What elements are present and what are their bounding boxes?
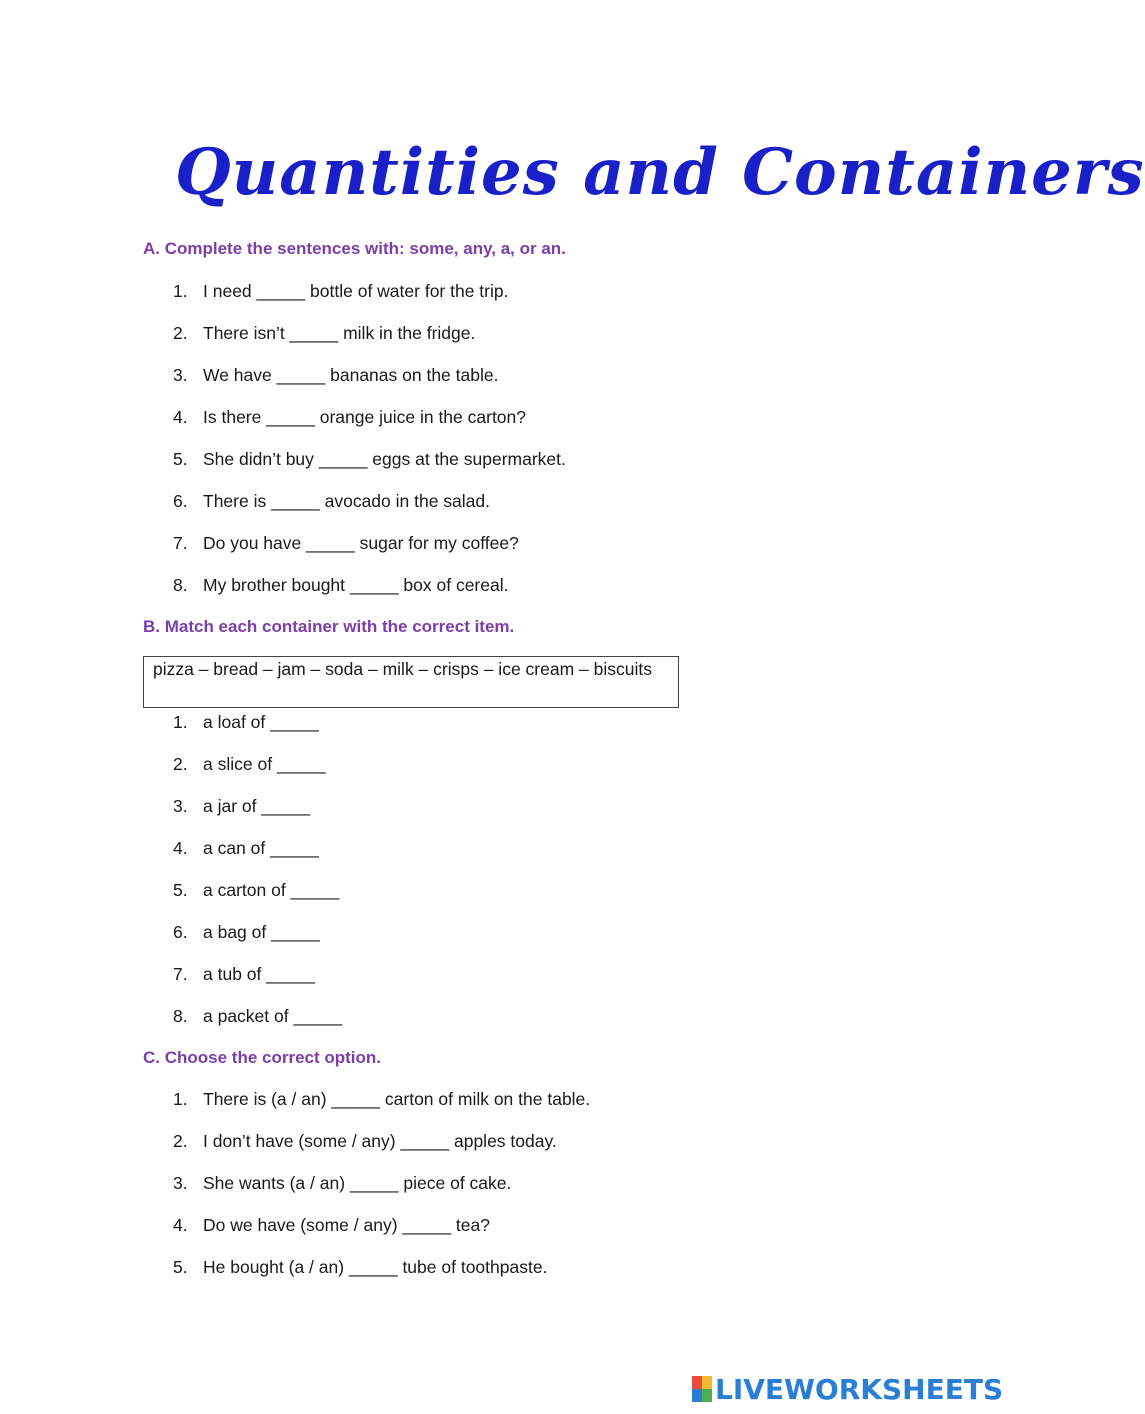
item-text: a slice of _____ — [203, 754, 326, 774]
item-text: She wants (a / an) _____ piece of cake. — [203, 1173, 512, 1193]
section-a-item — [173, 407, 526, 428]
item-text: I don’t have (some / any) _____ apples today. — [203, 1131, 557, 1151]
section-b-item — [173, 964, 315, 985]
item-number: 1. — [173, 281, 188, 301]
item-text: a can of _____ — [203, 838, 319, 858]
item-number: 3. — [173, 796, 188, 816]
item-text: a bag of _____ — [203, 922, 320, 942]
item-number: 2. — [173, 323, 188, 343]
item-number: 4. — [173, 838, 188, 858]
section-b-item — [173, 922, 320, 943]
section-b-heading: B. Match each container with the correct item. — [143, 617, 515, 636]
section-b-item — [173, 754, 326, 775]
word-bank-text: pizza – bread – jam – soda – milk – crisps – ice cream – biscuits — [153, 659, 652, 679]
item-number: 1. — [173, 712, 188, 732]
section-b-item — [173, 712, 319, 733]
section-c-item — [173, 1173, 511, 1194]
section-c-heading: C. Choose the correct option. — [143, 1048, 382, 1067]
item-text: a packet of _____ — [203, 1006, 343, 1026]
section-b-item — [173, 1006, 342, 1027]
section-a-item — [173, 491, 490, 512]
item-number: 5. — [173, 1257, 188, 1277]
section-c-item — [173, 1089, 590, 1110]
word-bank-box — [143, 656, 679, 708]
section-c-item — [173, 1257, 547, 1278]
section-c-item — [173, 1131, 557, 1152]
item-number: 3. — [173, 1173, 188, 1193]
section-b-item — [173, 796, 310, 817]
item-text: There is _____ avocado in the salad. — [203, 491, 490, 511]
item-number: 2. — [173, 754, 188, 774]
item-number: 3. — [173, 365, 188, 385]
item-number: 6. — [173, 491, 188, 511]
section-a-item — [173, 323, 475, 344]
item-number: 4. — [173, 407, 188, 427]
item-text: a loaf of _____ — [203, 712, 319, 732]
item-number: 4. — [173, 1215, 188, 1235]
liveworksheets-brand — [692, 1373, 1003, 1405]
worksheet-title: Quantities and Containers — [175, 135, 1145, 210]
item-text: There isn’t _____ milk in the fridge. — [203, 323, 476, 343]
liveworksheets-logo-icon — [692, 1376, 712, 1402]
item-number: 2. — [173, 1131, 188, 1151]
section-a-item — [173, 365, 498, 386]
item-number: 8. — [173, 1006, 188, 1026]
section-c-item — [173, 1215, 490, 1236]
item-text: He bought (a / an) _____ tube of toothpaste. — [203, 1257, 548, 1277]
item-text: a tub of _____ — [203, 964, 315, 984]
item-text: a carton of _____ — [203, 880, 340, 900]
item-number: 5. — [173, 880, 188, 900]
item-text: She didn’t buy _____ eggs at the supermarket. — [203, 449, 566, 469]
item-number: 8. — [173, 575, 188, 595]
item-text: Is there _____ orange juice in the carton? — [203, 407, 526, 427]
item-number: 7. — [173, 964, 188, 984]
item-text: My brother bought _____ box of cereal. — [203, 575, 509, 595]
section-a-item — [173, 575, 508, 596]
item-text: a jar of _____ — [203, 796, 311, 816]
section-a-heading: A. Complete the sentences with: some, any, a, or an. — [143, 239, 566, 258]
item-text: There is (a / an) _____ carton of milk on the table. — [203, 1089, 591, 1109]
section-b-item — [173, 838, 319, 859]
item-number: 6. — [173, 922, 188, 942]
section-b-item — [173, 880, 339, 901]
item-text: Do we have (some / any) _____ tea? — [203, 1215, 490, 1235]
brand-text: LIVEWORKSHEETS — [715, 1372, 1004, 1406]
section-a-item — [173, 533, 519, 554]
item-number: 7. — [173, 533, 188, 553]
item-text: We have _____ bananas on the table. — [203, 365, 499, 385]
item-number: 5. — [173, 449, 188, 469]
item-text: I need _____ bottle of water for the trip. — [203, 281, 509, 301]
item-text: Do you have _____ sugar for my coffee? — [203, 533, 519, 553]
section-a-item — [173, 281, 508, 302]
item-number: 1. — [173, 1089, 188, 1109]
section-a-item — [173, 449, 566, 470]
